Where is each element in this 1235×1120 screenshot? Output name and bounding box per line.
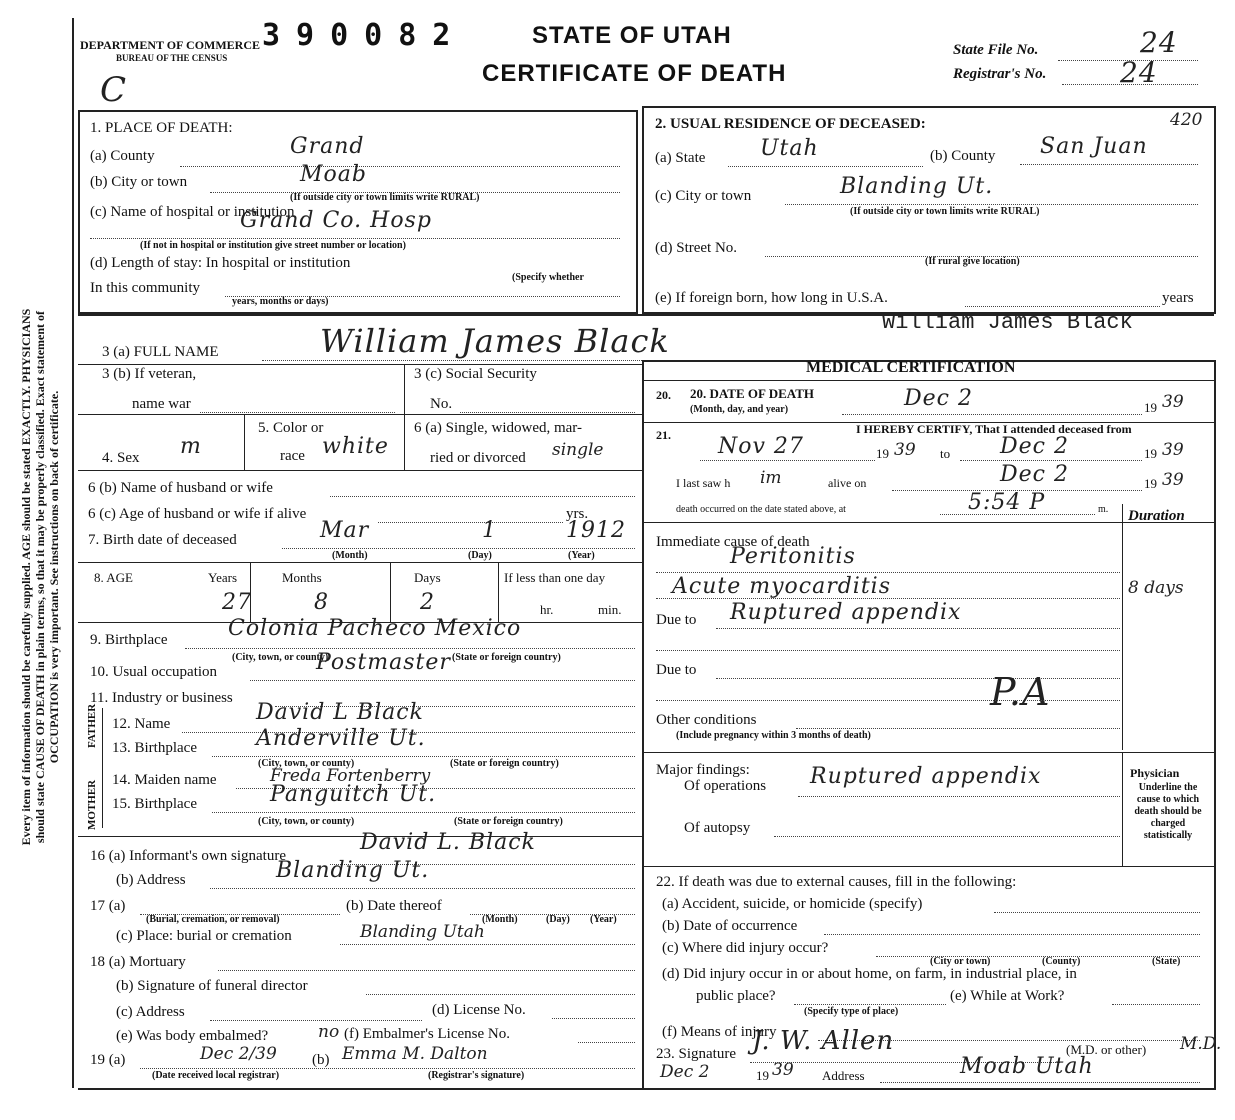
marital-value: single [552,440,604,460]
registrar-sig-value: Emma M. Dalton [342,1044,488,1064]
certificate-stamp-number: 390082 [262,18,467,53]
medical-heading: MEDICAL CERTIFICATION [806,359,1016,376]
physician-note: Underline the cause to which death should be charged statistically [1134,782,1202,841]
license-label: (d) License No. [432,1002,526,1018]
hospital-label: (c) Name of hospital or institution [90,204,295,220]
res-county-label: (b) County [930,148,996,164]
signature-value: J. W. Allen [752,1026,895,1056]
state-file-value: 24 [1140,26,1178,59]
father-birthplace-label: 13. Birthplace [112,740,197,756]
burial-year-sub: (Year) [590,914,617,925]
birth-month-sub: (Month) [332,550,368,561]
external-state-sub: (State) [1152,956,1181,967]
informant-addr-value: Blanding Ut. [276,858,430,883]
registrar-date-sub: (Date received local registrar) [152,1070,280,1081]
external-d2: public place? [696,988,776,1004]
res-state-label: (a) State [655,150,706,166]
signature-label: 23. Signature [656,1046,736,1062]
to-year-prefix: 19 [1144,446,1157,461]
age-less-label: If less than one day [504,570,606,585]
external-spec-sub: (Specify type of place) [804,1006,899,1017]
industry-label: 11. Industry or business [90,690,233,706]
birthplace-label: 9. Birthplace [90,632,168,648]
age-hr: hr. [540,602,554,617]
color-value: white [322,434,389,459]
due-to-2-label: Due to [656,662,697,678]
full-name-label: 3 (a) FULL NAME [102,344,219,360]
mother-bp-sub-1: (City, town, or county) [258,816,355,827]
dod-number: 20. [656,388,671,402]
age-years-label: Years [208,570,238,585]
units-note: years, months or days) [232,296,329,307]
res-city-label: (c) City or town [655,188,752,204]
dod-year: 39 [1162,392,1184,412]
side-instructions [19,77,61,1077]
registrar-value: 24 [1120,56,1158,89]
color-label-2: race [280,448,305,464]
cert-number: 21. [656,428,671,442]
occurred-label: death occurred on the date stated above, at [676,504,846,515]
physician-heading: Physician [1130,766,1180,780]
alive-year-prefix: 19 [1144,476,1157,491]
father-name-value: David L Black [256,700,424,725]
father-birthplace-value: Anderville Ut. [256,726,426,751]
death-city-label: (b) City or town [90,174,188,190]
veteran-war-label: name war [132,396,191,412]
registrar-sig-sub: (Registrar's signature) [428,1070,525,1081]
duration-1-value: 8 days [1128,578,1184,598]
age-label: 8. AGE [94,570,133,585]
annotation-420: 420 [1170,110,1203,130]
side-line-1: Every item of information should be carefully supplied. AGE should be stated EXACTLY. PHYSICIANS [19,308,33,846]
father-name-label: 12. Name [112,716,171,732]
marital-label-1: 6 (a) Single, widowed, mar- [414,420,582,436]
spouse-age-label: 6 (c) Age of husband or wife if alive [88,506,307,522]
mortuary-label: 18 (a) Mortuary [90,954,186,970]
external-c: (c) Where did injury occur? [662,940,829,956]
burial-month-sub: (Month) [482,914,518,925]
residence-heading: 2. USUAL RESIDENCE OF DECEASED: [655,116,926,132]
sig-address-label: Address [822,1068,865,1083]
department-label: DEPARTMENT OF COMMERCE [80,38,261,52]
res-city-value: Blanding Ut. [840,174,994,199]
informant-addr-label: (b) Address [116,872,186,888]
res-state-value: Utah [760,136,819,161]
sex-value: m [180,434,202,459]
state-title: STATE OF UTAH [532,22,732,49]
father-bp-sub-1: (City, town, or county) [258,758,355,769]
external-heading: 22. If death was due to external causes, fill in the following: [656,874,1017,890]
cert-text: I HEREBY CERTIFY, That I attended deceased from [856,422,1132,436]
embalmed-label: (e) Was body embalmed? [116,1028,269,1044]
duration-label: Duration [1128,508,1185,524]
father-bp-sub-2: (State or foreign country) [450,758,559,769]
street-label: (d) Street No. [655,240,738,256]
cause-1-value: Peritonitis [730,544,856,569]
dod-year-prefix: 19 [1144,400,1157,415]
specify-note: (Specify whether [512,272,584,283]
external-county-sub: (County) [1042,956,1081,967]
certificate-title: CERTIFICATE OF DEATH [482,60,787,87]
operations-label: Of operations [684,778,767,794]
age-months-value: 8 [314,590,329,615]
external-f: (f) Means of injury [662,1024,777,1040]
age-years-value: 27 [222,590,252,615]
birthplace-sub-1: (City, town, or county) [232,652,329,663]
other-conditions-label: Other conditions [656,712,757,728]
birthplace-sub-2: (State or foreign country) [452,652,561,663]
full-name-value: William James Black [320,322,670,360]
operations-value: Ruptured appendix [810,764,1042,789]
last-saw-value: im [760,468,782,488]
ssn-label: 3 (c) Social Security [414,366,537,382]
external-city-sub: (City or town) [930,956,991,967]
from-year-prefix: 19 [876,446,889,461]
age-months-label: Months [282,570,322,585]
birth-day-sub: (Day) [468,550,492,561]
external-e: (e) While at Work? [950,988,1065,1004]
due-to-1-value: Ruptured appendix [730,600,962,625]
mother-maiden-value: Freda Fortenberry [270,766,431,786]
age-days-label: Days [414,570,441,585]
marital-label-2: ried or divorced [430,450,526,466]
spouse-label: 6 (b) Name of husband or wife [88,480,273,496]
side-line-2: should state CAUSE OF DEATH in plain terms, so that it may be properly classified. Exact statement of [33,310,47,844]
age-min: min. [598,602,622,617]
place-of-death-heading: 1. PLACE OF DEATH: [90,120,233,136]
birth-month-value: Mar [320,518,370,543]
from-year: 39 [894,440,916,460]
sig-year-prefix: 19 [756,1068,769,1083]
md-label: (M.D. or other) [1066,1042,1147,1057]
burial-day-sub: (Day) [546,914,570,925]
embalmed-value: no [318,1022,340,1042]
burial-place-label: (c) Place: burial or cremation [116,928,292,944]
mother-birthplace-label: 15. Birthplace [112,796,197,812]
mortuary-addr-label: (c) Address [116,1004,185,1020]
cause-1b-value: Acute myocarditis [672,574,892,599]
birth-day-value: 1 [482,518,497,543]
ssn-no-label: No. [430,396,453,412]
birth-year-sub: (Year) [568,550,595,561]
embalmer-license-label: (f) Embalmer's License No. [344,1026,510,1042]
foreign-years: years [1162,290,1194,306]
street-note: (If rural give location) [925,256,1020,267]
last-saw-label: I last saw h [676,476,731,490]
time-value: 5:54 P [968,490,1046,515]
registrar-19a-label: 19 (a) [90,1052,126,1068]
bureau-label: BUREAU OF THE CENSUS [116,53,228,63]
external-d: (d) Did injury occur in or about home, on farm, in industrial place, in [662,966,1077,982]
hospital-value: Grand Co. Hosp [240,208,432,233]
color-label-1: 5. Color or [258,420,324,436]
to-label: to [940,446,951,461]
registrar-label: Registrar's No. [953,66,1047,82]
death-county-value: Grand [290,134,365,159]
attended-to-value: Dec 2 [1000,434,1069,459]
immediate-cause-label: Immediate cause of death [656,534,810,550]
informant-sig-value: David L. Black [360,830,536,855]
registrar-19b-label: (b) [312,1052,330,1068]
res-county-value: San Juan [1040,134,1148,159]
stay-label: (d) Length of stay: In hospital or institution [90,255,351,271]
hospital-note: (If not in hospital or institution give street number or location) [140,240,406,251]
sig-year: 39 [772,1060,794,1080]
side-line-3: OCCUPATION is very important. See instructions on back of certificate. [47,390,61,764]
informant-sig-label: 16 (a) Informant's own signature [90,848,286,864]
death-county-label: (a) County [90,148,155,164]
due-to-1-label: Due to [656,612,697,628]
birth-year-value: 1912 [566,518,626,543]
birth-date-label: 7. Birth date of deceased [88,532,237,548]
burial-date-label: (b) Date thereof [346,898,442,914]
corner-mark: C [100,70,128,110]
veteran-label: 3 (b) If veteran, [102,366,197,382]
birthplace-value: Colonia Pacheco Mexico [228,616,522,641]
alive-on-label: alive on [828,476,867,490]
res-city-note: (If outside city or town limits write RURAL) [850,206,1040,217]
foreign-label: (e) If foreign born, how long in U.S.A. [655,290,888,306]
alive-year: 39 [1162,470,1184,490]
attended-from-value: Nov 27 [718,434,804,459]
burial-sub: (Burial, cremation, or removal) [146,914,280,925]
autopsy-label: Of autopsy [684,820,751,836]
mother-bp-sub-2: (State or foreign country) [454,816,563,827]
time-m: m. [1098,504,1109,515]
mother-side-label: MOTHER [86,779,98,830]
external-a: (a) Accident, suicide, or homicide (specify) [662,896,923,912]
dod-label: 20. DATE OF DEATH [690,386,814,401]
funeral-director-label: (b) Signature of funeral director [116,978,308,994]
state-file-label: State File No. [953,42,1039,58]
sig-address-value: Moab Utah [960,1054,1094,1079]
occupation-label: 10. Usual occupation [90,664,218,680]
signature-date: Dec 2 [660,1062,710,1082]
spouse-age-yrs: yrs. [566,506,589,522]
other-conditions-sub: (Include pregnancy within 3 months of death) [676,730,871,741]
death-city-value: Moab [300,162,367,187]
mother-maiden-label: 14. Maiden name [112,772,217,788]
father-side-label: FATHER [86,703,98,748]
sex-label: 4. Sex [102,450,140,466]
mother-birthplace-value: Panguitch Ut. [270,782,437,807]
registrar-date-value: Dec 2/39 [200,1044,277,1064]
alive-on-value: Dec 2 [1000,462,1069,487]
dod-sub: (Month, day, and year) [690,404,789,415]
external-b: (b) Date of occurrence [662,918,798,934]
physician-initials: P.A [990,670,1051,714]
burial-place-value: Blanding Utah [360,922,485,942]
md-value: M.D. [1180,1034,1222,1054]
major-findings-label: Major findings: [656,762,750,778]
to-year: 39 [1162,440,1184,460]
burial-label: 17 (a) [90,898,126,914]
death-city-note: (If outside city or town limits write RURAL) [290,192,480,203]
occupation-value: Postmaster [316,650,451,675]
full-name-typed: William James Black [882,310,1133,335]
community-label: In this community [90,280,200,296]
age-days-value: 2 [420,590,435,615]
dod-value: Dec 2 [904,386,973,411]
